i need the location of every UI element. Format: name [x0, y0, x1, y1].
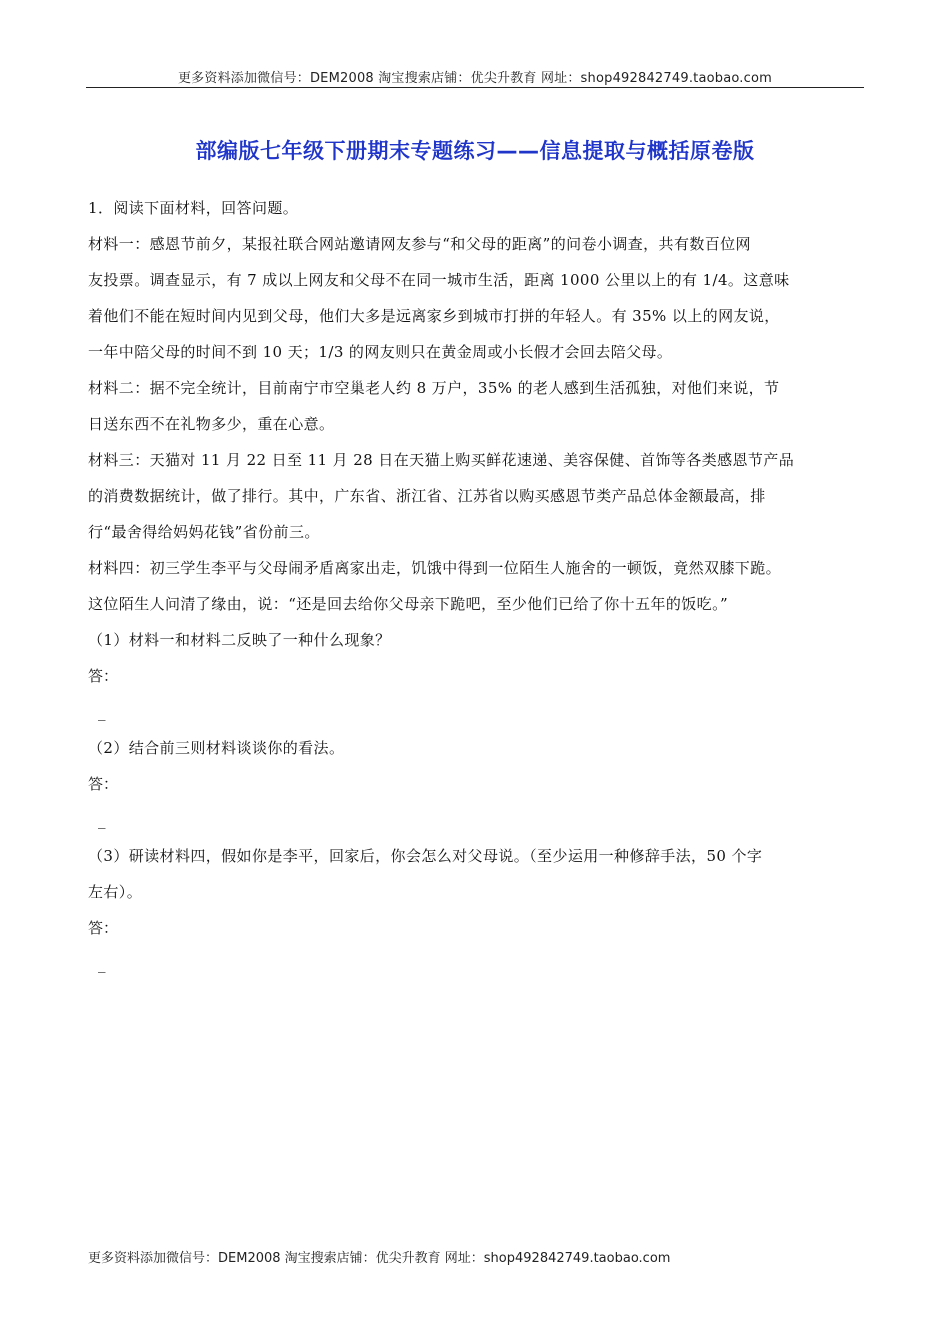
material-line: 材料三：天猫对 11 月 22 日至 11 月 28 日在天猫上购买鲜花速递、美容保健、首饰等各类感恩节产品 [88, 451, 795, 469]
material-line: 材料二：据不完全统计，目前南宁市空巢老人约 8 万户，35% 的老人感到生活孤独，对他们来说，节 [88, 379, 780, 397]
material-line: 的消费数据统计，做了排行。其中，广东省、浙江省、江苏省以购买感恩节类产品总体金额最高，排 [88, 487, 766, 505]
page-footer: 更多资料添加微信号：DEM2008 淘宝搜索店铺：优尖升教育 网址：shop492842749.taobao.com [88, 1251, 671, 1266]
material-three [88, 442, 862, 550]
page-header: 更多资料添加微信号：DEM2008 淘宝搜索店铺：优尖升教育 网址：shop492842749.taobao.com [177, 71, 773, 86]
sub-question-2: （2）结合前三则材料谈谈你的看法。 [88, 739, 345, 757]
answer-label: 答： [88, 667, 119, 685]
sub-question-1: （1）材料一和材料二反映了一种什么现象？ [88, 631, 391, 649]
answer-blank-2[interactable]: _ [98, 811, 106, 829]
document-body [88, 190, 862, 982]
sub-question-line: 左右）。 [88, 883, 143, 901]
material-line: 一年中陪父母的时间不到 10 天；1/3 的网友则只在黄金周或小长假才会回去陪父母。 [88, 343, 673, 361]
material-line: 材料四：初三学生李平与父母闹矛盾离家出走，饥饿中得到一位陌生人施舍的一顿饭，竟然双膝下跪。 [88, 559, 782, 577]
answer-blank-1[interactable]: _ [98, 703, 106, 721]
material-line: 行“最舍得给妈妈花钱”省份前三。 [88, 523, 320, 541]
material-four [88, 550, 862, 622]
document-title: 部编版七年级下册期末专题练习——信息提取与概括原卷版 [195, 139, 755, 163]
material-two [88, 370, 862, 442]
sub-question-3 [88, 838, 862, 910]
header-divider [86, 87, 864, 88]
material-line: 友投票。调查显示，有 7 成以上网友和父母不在同一城市生活，距离 1000 公里以上的有 1/4。这意味 [88, 271, 790, 289]
sub-question-line: （3）研读材料四，假如你是李平，回家后，你会怎么对父母说。（至少运用一种修辞手法，50 个字 [88, 847, 763, 865]
question-intro: 1．阅读下面材料，回答问题。 [88, 199, 299, 217]
material-line: 这位陌生人问清了缘由，说：“还是回去给你父母亲下跪吧，至少他们已给了你十五年的饭吃。” [88, 595, 729, 613]
answer-label: 答： [88, 775, 119, 793]
answer-blank-3[interactable]: _ [98, 955, 106, 973]
material-line: 日送东西不在礼物多少，重在心意。 [88, 415, 335, 433]
material-line: 着他们不能在短时间内见到父母，他们大多是远离家乡到城市打拼的年轻人。有 35% 以上的网友说， [88, 307, 780, 325]
material-line: 材料一：感恩节前夕，某报社联合网站邀请网友参与“和父母的距离”的问卷小调查，共有数百位网 [88, 235, 751, 253]
material-one [88, 226, 862, 370]
answer-label: 答： [88, 919, 119, 937]
